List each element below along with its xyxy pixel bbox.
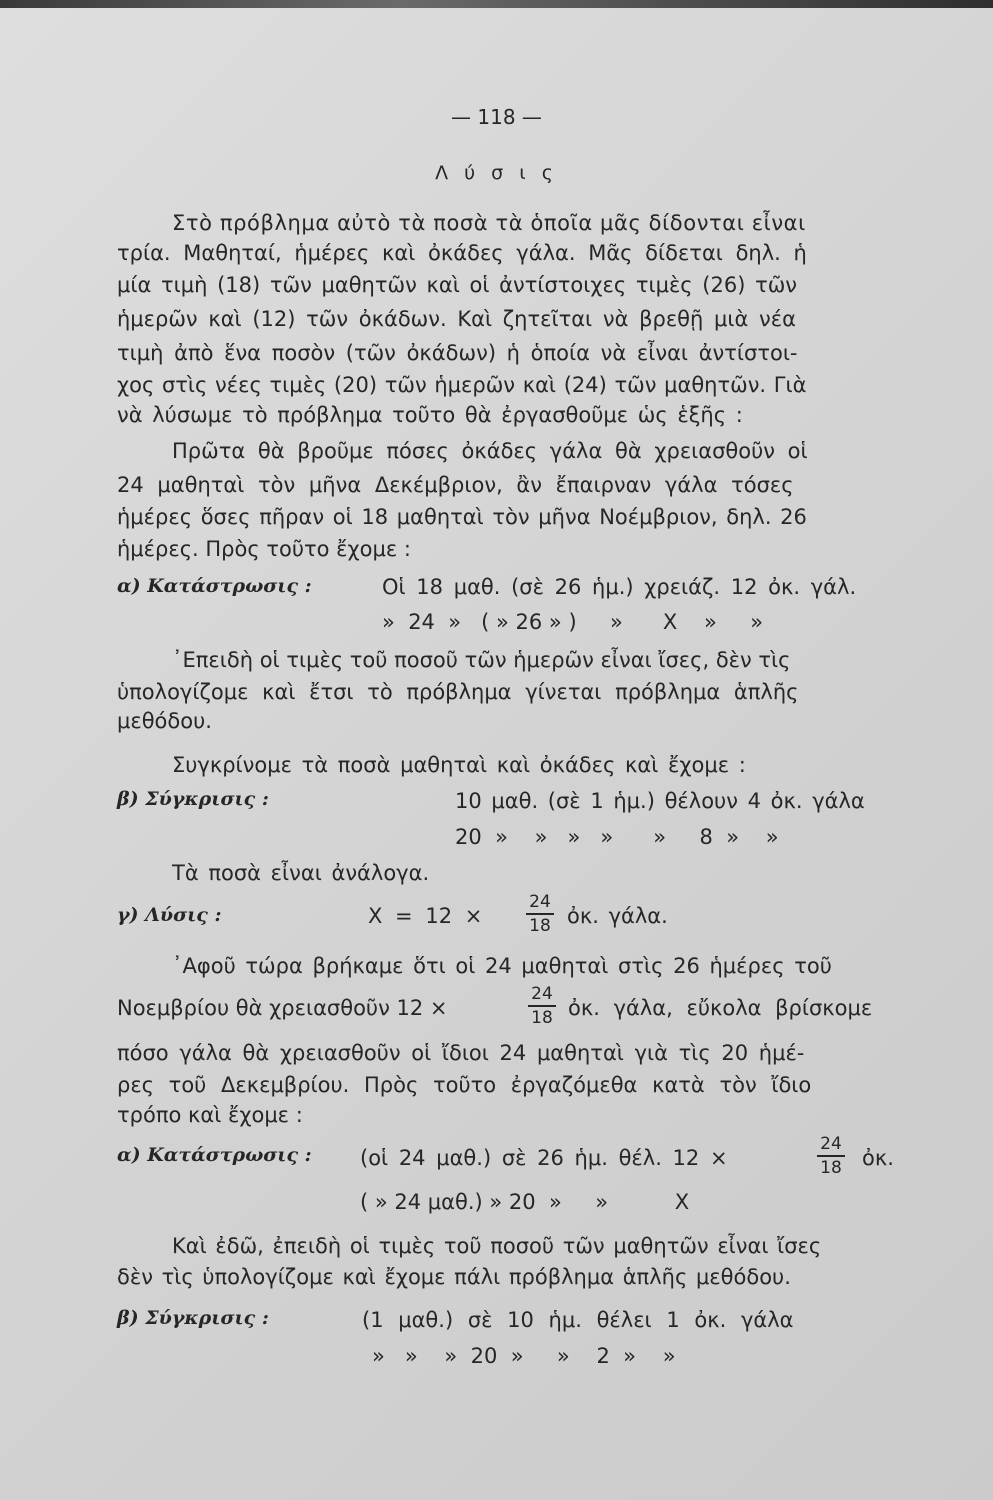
paragraph-line: πόσο γάλα θὰ χρειασθοῦν οἱ ἴδιοι 24 μαθηταὶ γιὰ τὶς 20 ἡμέ- [117,1041,805,1065]
paragraph-line: τρία. Μαθηταί, ἡμέρες καὶ ὀκάδες γάλα. Μᾶς δίδεται δηλ. ἡ [117,241,807,265]
paragraph-line: ᾽Επειδὴ οἱ τιμὲς τοῦ ποσοῦ τῶν ἡμερῶν εἶναι ἴσες, δὲν τὶς [172,648,791,672]
fraction-bar [528,1005,556,1007]
label-sygkrisis: β) Σύγκρισις : [117,788,269,810]
setup-row: Οἱ 18 μαθ. (σὲ 26 ἡμ.) χρειάζ. 12 ὀκ. γάλ. [382,575,857,599]
label-katastrosis: α) Κατάστρωσις : [117,575,312,597]
section-title: Λ ύ σ ι ς [435,162,558,184]
fraction-denominator: 18 [531,1008,553,1028]
compare-row: 20 » » » » » 8 » » [455,825,779,849]
top-edge-shadow [0,0,993,8]
fraction-denominator: 18 [820,1158,842,1178]
fraction-numerator: 24 [531,984,553,1004]
paragraph-line: νὰ λύσωμε τὸ πρόβλημα τοῦτο θὰ ἐργασθοῦμε ὡς ἑξῆς : [117,403,743,427]
setup-row: ( » 24 μαθ.) » 20 » » X [360,1190,690,1214]
paragraph-line: 24 μαθηταὶ τὸν μῆνα Δεκέμβριον, ἂν ἔπαιρναν γάλα τόσες [117,473,794,497]
paragraph-line: ἡμερῶν καὶ (12) τῶν ὀκάδων. Καὶ ζητεῖται νὰ βρεθῇ μιὰ νέα [117,307,796,331]
setup-unit: ὀκ. [862,1146,894,1170]
compare-row: (1 μαθ.) σὲ 10 ἡμ. θέλει 1 ὀκ. γάλα [362,1308,794,1332]
paragraph-line: ἡμέρες. Πρὸς τοῦτο ἔχομε : [117,537,411,561]
paragraph-line: μεθόδου. [117,709,212,733]
paragraph-line: τιμὴ ἀπὸ ἕνα ποσὸν (τῶν ὀκάδων) ἡ ὁποία νὰ εἶναι ἀντίστοι- [117,341,798,365]
paragraph-line: Τὰ ποσὰ εἶναι ἀνάλογα. [172,861,430,885]
paragraph-line: Στὸ πρόβλημα αὐτὸ τὰ ποσὰ τὰ ὁποῖα μᾶς δίδονται εἶναι [172,211,806,235]
compare-row: 10 μαθ. (σὲ 1 ἡμ.) θέλουν 4 ὀκ. γάλα [455,789,865,813]
paragraph-line: ὀκ. γάλα, εὔκολα βρίσκομε [568,996,873,1020]
solution-expression: X = 12 × [368,904,483,928]
paragraph-line: Πρῶτα θὰ βροῦμε πόσες ὀκάδες γάλα θὰ χρειασθοῦν οἱ [172,439,808,463]
setup-row: » 24 » ( » 26 » ) » X » » [382,610,764,634]
fraction-bar [817,1155,845,1157]
label-katastrosis: α) Κατάστρωσις : [117,1144,312,1166]
compare-row: » » » 20 » » 2 » » [372,1344,676,1368]
fraction-numerator: 24 [820,1134,842,1154]
fraction-numerator: 24 [529,892,551,912]
paragraph-line: μία τιμὴ (18) τῶν μαθητῶν καὶ οἱ ἀντίστοιχες τιμὲς (26) τῶν [117,273,798,297]
paragraph-line: ᾽Αφοῦ τώρα βρήκαμε ὅτι οἱ 24 μαθηταὶ στὶς 26 ἡμέρες τοῦ [172,954,832,978]
paragraph-line: τρόπο καὶ ἔχομε : [117,1103,303,1127]
paragraph-line: Καὶ ἐδῶ, ἐπειδὴ οἱ τιμὲς τοῦ ποσοῦ τῶν μαθητῶν εἶναι ἴσες [172,1234,822,1258]
fraction-denominator: 18 [529,916,551,936]
paragraph-line: ἡμέρες ὅσες πῆραν οἱ 18 μαθηταὶ τὸν μῆνα Νοέμβριον, δηλ. 26 [117,505,807,529]
label-lysis: γ) Λύσις : [117,904,222,926]
solution-unit: ὀκ. γάλα. [567,904,668,928]
paragraph-line: Συγκρίνομε τὰ ποσὰ μαθηταὶ καὶ ὀκάδες καὶ ἔχομε : [172,753,746,777]
page-number: — 118 — [451,105,542,129]
label-sygkrisis: β) Σύγκρισις : [117,1307,269,1329]
paragraph-line: δὲν τὶς ὑπολογίζομε καὶ ἔχομε πάλι πρόβλημα ἁπλῆς μεθόδου. [117,1265,791,1289]
fraction-bar [526,913,554,915]
paragraph-line: χος στὶς νέες τιμὲς (20) τῶν ἡμερῶν καὶ (24) τῶν μαθητῶν. Γιὰ [117,373,807,397]
paragraph-line: ὑπολογίζομε καὶ ἔτσι τὸ πρόβλημα γίνεται πρόβλημα ἁπλῆς [117,680,799,704]
setup-row: (οἱ 24 μαθ.) σὲ 26 ἡμ. θέλ. 12 × [360,1146,728,1170]
paragraph-line: Νοεμβρίου θὰ χρειασθοῦν 12 × [117,996,448,1020]
paragraph-line: ρες τοῦ Δεκεμβρίου. Πρὸς τοῦτο ἐργαζόμεθα κατὰ τὸν ἴδιο [117,1073,812,1097]
